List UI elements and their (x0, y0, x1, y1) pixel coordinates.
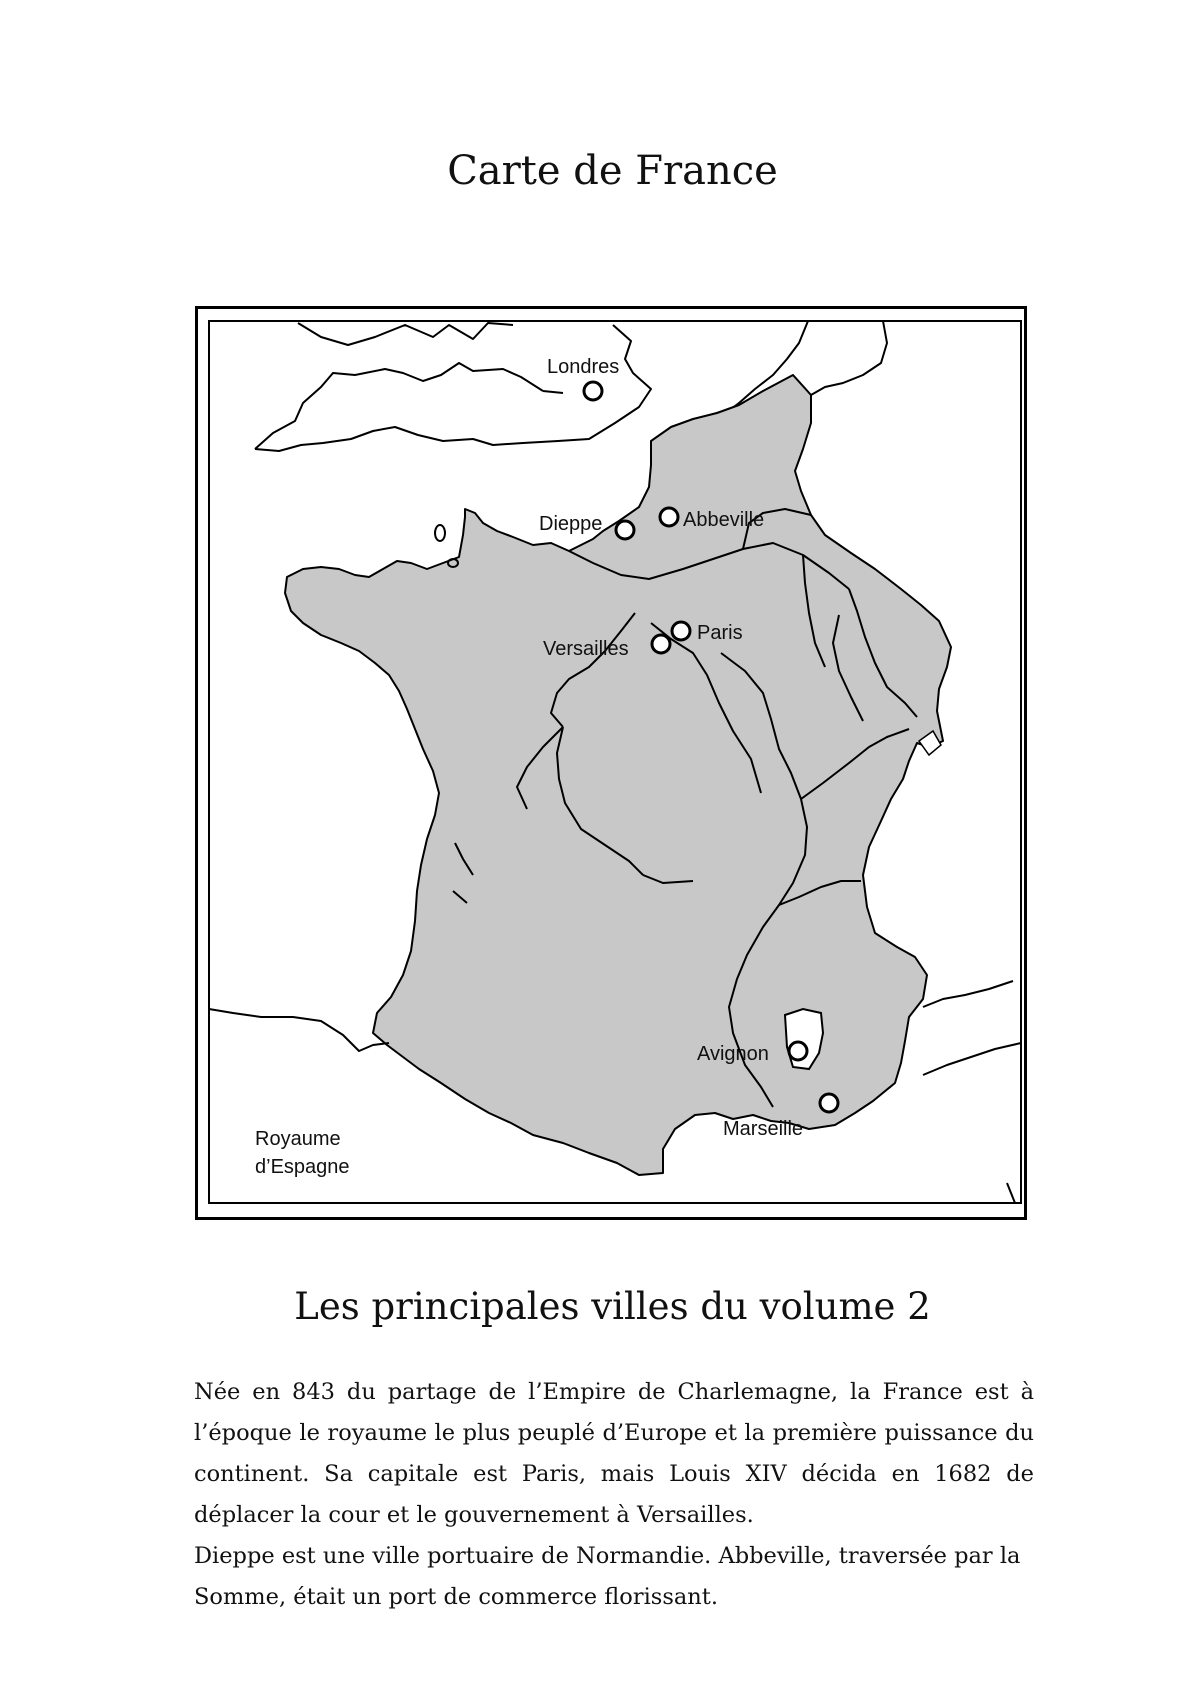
france-map (198, 309, 1024, 1217)
spain-label-line2: d’Espagne (255, 1156, 350, 1178)
coast-bottom (1007, 1183, 1015, 1203)
city-label-avignon: Avignon (697, 1043, 769, 1065)
paragraph-2: Dieppe est une ville portuaire de Normandie. Abbeville, traversée par la Somme, était un port de commerce florissant. (194, 1543, 1021, 1610)
city-dieppe (539, 513, 634, 539)
city-label-paris: Paris (697, 622, 743, 644)
italy-coast (923, 1043, 1021, 1075)
page-title: Carte de France (447, 148, 778, 194)
city-paris (672, 622, 743, 644)
spain-label-line1: Royaume (255, 1128, 341, 1150)
paragraph-1: Née en 843 du partage de l’Empire de Charlemagne, la France est à l’époque le royaume le plus peuplé d’Europe et la première puissance du continent. Sa capitale est Paris, mais Louis XIV décida en 1682 de déplacer la cour et le gouvernement à Versailles. (194, 1379, 1034, 1528)
city-label-versailles: Versailles (543, 638, 629, 660)
map-frame (195, 306, 1027, 1220)
section-title: Les principales villes du volume 2 (294, 1285, 931, 1328)
channel-island (435, 525, 445, 541)
city-label-abbeville: Abbeville (683, 509, 765, 531)
city-label-dieppe: Dieppe (539, 513, 603, 535)
france-territory (285, 375, 951, 1175)
spain-border (209, 1009, 389, 1051)
city-label-londres: Londres (547, 356, 620, 378)
body-text (194, 1372, 1034, 1618)
city-label-marseille: Marseille (723, 1118, 804, 1140)
